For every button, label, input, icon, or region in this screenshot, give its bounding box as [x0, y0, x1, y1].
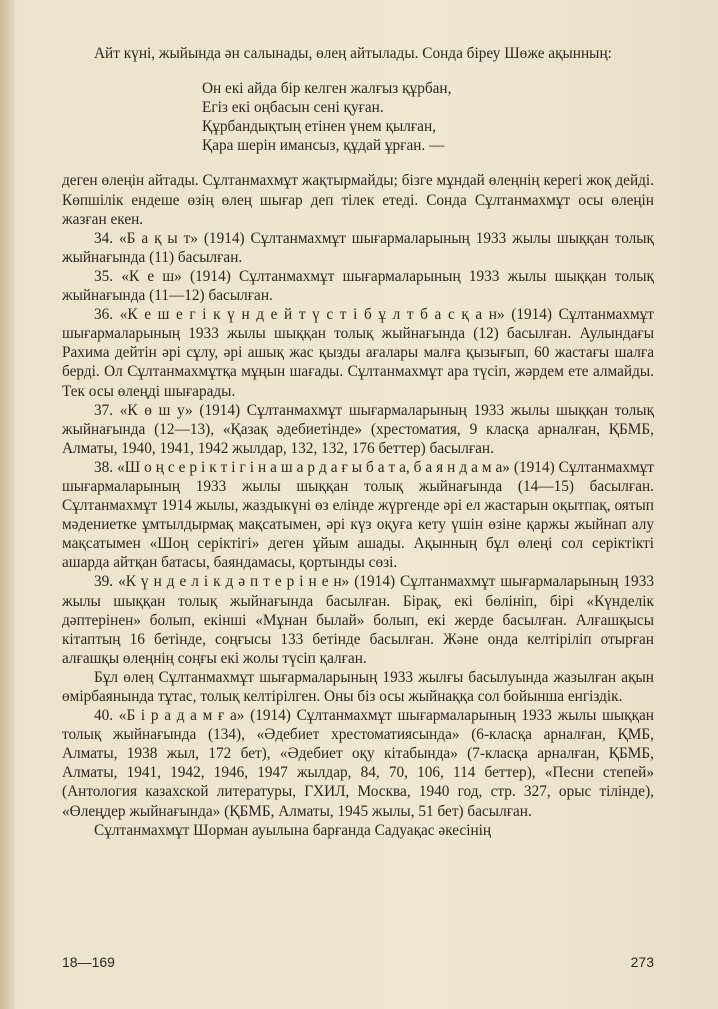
body-paragraph: Бұл өлең Сұлтанмахмұт шығармаларының 1933 жылғы басылуында жазылған ақын өмірбаянында тұтас, толық келтірілген. Оны біз осы жыйнаққа сол бойынша енгіздік.: [62, 668, 654, 705]
page-footer: [62, 954, 654, 970]
note-38: 38. «Ш о ң с е р і к т і г і н а ш а р д а ғ ы б а т а, б а я н д а м а» (1914) Сұлтанмахмұт шығармаларының 1933 жылы шыққан толық жыйнағында (14—15) басылған. Сұлтанмахмұт 1914 жылы, жаздыкүні өз елінде жүргенде әрі ел жастарын оқытпақ, оятып мәдениетке ұмтылдырмақ мақсатымен, әрі күз оқуға кету үшін өзіне қаржы жыйнап алу мақсатымен «Шоң серіктігі» деген ұйым ашады. Ақынның бұл өлеңі сол серіктікті ашарда айтқан батасы, баяндамасы, қортынды сөзі.: [62, 458, 654, 572]
note-36: 36. «К е ш е г і к ү н д е й т ү с т і б ұ л т б а с қ а н» (1914) Сұлтанмахмұт шығармаларының 1933 жылы шыққан толық жыйнағында (12) басылған. Аулындағы Рахима дейтін әрі сұлу, әрі ашық жас қызды ағалары малға қызығып, 60 жастағы шалға берді. Ол Сұлтанмахмұтқа мұңын шағады. Сұлтанмахмұт ара түсіп, жәрдем ете алмайды. Тек осы өлеңді шығарады.: [62, 306, 654, 400]
intro-paragraph: Айт күні, жыйында ән салынады, өлең айтылады. Сонда біреу Шөже ақынның:: [94, 45, 612, 62]
note-35: 35. «К е ш» (1914) Сұлтанмахмұт шығармаларының 1933 жылы шыққан толық жыйнағында (11—12) басылған.: [62, 267, 654, 305]
poem-line: Қара шерін имансыз, құдай ұрған. —: [202, 137, 445, 155]
body-paragraph: деген өлеңін айтады. Сұлтанмахмұт жақтырмайды; бізге мұндай өлеңнің керегі жоқ дейді. Көпшілік ендеше өзің өлең шығар деп тілек етеді. Сонда Сұлтанмахмұт осы өлеңін жазған екен.: [62, 172, 654, 228]
body-paragraph: Сұлтанмахмұт Шорман ауылына барғанда Садуақас әкесінің: [94, 821, 492, 839]
poem-line: Он екі айда бір келген жалғыз құрбан,: [202, 80, 452, 98]
poem-quote: [202, 79, 654, 155]
page-number: 273: [630, 954, 654, 970]
note-40: 40. «Б і р а д а м ғ а» (1914) Сұлтанмахмұт шығармаларының 1933 жылы шыққан толық жыйнағында (134), «Әдебиет хрестоматиясында» (6-класқа арналған, ҚМБ, Алматы, 1938 жыл, 172 бет), «Әдебиет оқу кітабында» (7-класқа арналған, ҚБМБ, Алматы, 1941, 1942, 1946, 1947 жылдар, 84, 70, 106, 114 беттер), «Песни степей» (Антология казахской литературы, ГХИЛ, Москва, 1940 год, стр. 327, орыс тілінде), «Өлеңдер жыйнағында» (ҚБМБ, Алматы, 1945 жылы, 51 бет) басылған.: [62, 707, 654, 820]
note-37: 37. «К ө ш у» (1914) Сұлтанмахмұт шығармаларының 1933 жылы шыққан толық жыйнағында (12—13), «Қазақ әдебиетінде» (хрестоматия, 9 класқа арналған, ҚБМБ, Алматы, 1940, 1941, 1942 жылдар, 132, 132, 176 беттер) басылған.: [62, 401, 654, 457]
poem-line: Құрбандықтың етінен үнем қылған,: [202, 118, 436, 136]
note-39: 39. «К ү н д е л і к д ә п т е р і н е н» (1914) Сұлтанмахмұт шығармаларының 1933 жылы шыққан толық жыйнағында басылған. Бірақ, екі бөлініп, бірі «Күнделік дәптерінен» болып, екінші «Мұнан былай» болып, екі жерде басылған. Алғашқысы кітаптың 16 бетінде, соңғысы 133 бетінде басылған. Және онда келтіріліп отырған алғашқы өлеңнің соңғы екі жолы түсіп қалған.: [62, 573, 654, 667]
page-binding-edge: [0, 0, 14, 1009]
page-body: [62, 44, 654, 840]
poem-line: Егіз екі оңбасын сені қуған.: [202, 99, 384, 117]
note-34: 34. «Б а қ ы т» (1914) Сұлтанмахмұт шығармаларының 1933 жылы шыққан толық жыйнағында (11) басылған.: [62, 229, 654, 266]
signature-mark: 18—169: [62, 954, 115, 970]
